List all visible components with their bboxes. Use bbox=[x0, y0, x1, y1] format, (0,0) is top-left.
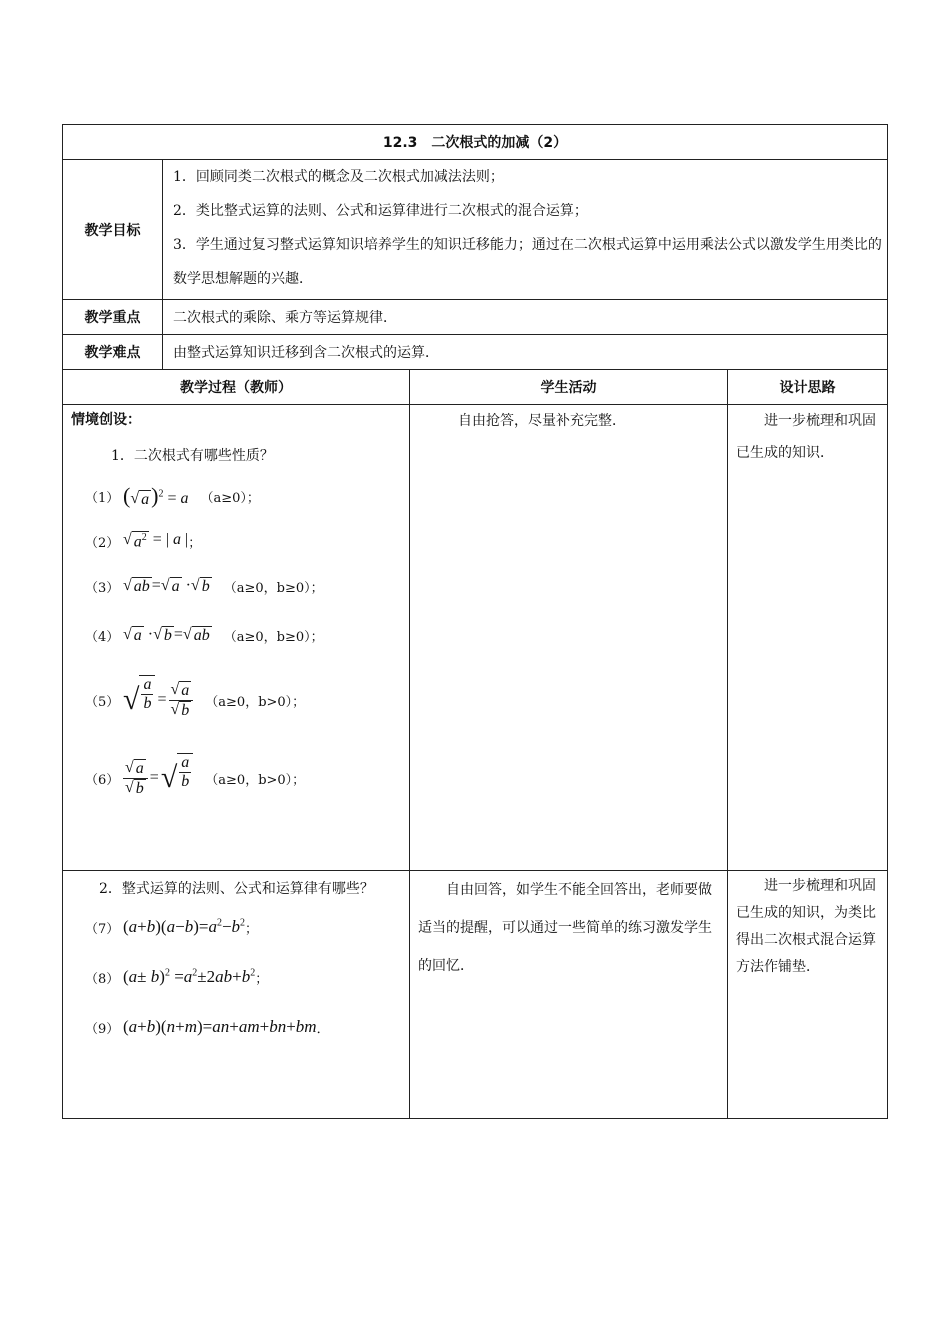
lesson-title: 12.3 二次根式的加减（2） bbox=[63, 125, 888, 160]
formula-3: （3） √ ab = √ a · √ b （a≥0，b≥0）； bbox=[85, 577, 324, 597]
goal-item-2: 2．类比整式运算的法则、公式和运算律进行二次根式的混合运算； bbox=[173, 203, 588, 219]
section2-design: 进一步梳理和巩固已生成的知识，为类比得出二次根式混合运算方法作铺垫． bbox=[728, 871, 888, 1119]
section1-student: 自由抢答，尽量补充完整． bbox=[410, 405, 728, 871]
lesson-plan-sheet bbox=[62, 124, 887, 1119]
section1-teacher bbox=[63, 405, 410, 871]
section1-design: 进一步梳理和巩固已生成的知识． bbox=[728, 405, 888, 871]
section1-question: 1．二次根式有哪些性质？ bbox=[111, 448, 274, 464]
formula-9-expr: (a+b)(n+m)=an+am+bn+bm bbox=[123, 1017, 317, 1036]
lesson-plan-table bbox=[62, 124, 888, 1119]
section2-student: 自由回答，如学生不能全回答出，老师要做适当的提醒，可以通过一些简单的练习激发学生的回忆． bbox=[410, 871, 728, 1119]
formula-7-expr: $(a+b)(a-b)=a^2-b^2$ bbox=[123, 917, 246, 936]
section2-teacher bbox=[63, 871, 410, 1119]
goal-item-3: 3．学生通过复习整式运算知识培养学生的知识迁移能力；通过在二次根式运算中运用乘法公式以激发学生用类比的数学思想解题的兴趣． bbox=[173, 237, 882, 287]
formula-5: （5） √ $\frac{a}{b}$ = √ a √ b （a≥0，b>0）； bbox=[85, 675, 401, 725]
formula-3-expr: √ ab = √ a · √ b bbox=[123, 577, 210, 596]
formula-1-expr: ( √ a )$^2$ = a bbox=[123, 483, 189, 508]
column-design: 设计思路 bbox=[728, 370, 888, 405]
formula-4-expr: √ a · √ b = √ ab bbox=[123, 626, 210, 645]
section1-heading: 情境创设： bbox=[71, 412, 141, 428]
section2-question: 2．整式运算的法则、公式和运算律有哪些？ bbox=[99, 881, 374, 897]
formula-1: （1） ( √ a )$^2$ = a （a≥0）； bbox=[85, 483, 260, 508]
formula-8: （8） $(a\pm b)^2 =a^2\pm 2ab+b^2$ ； bbox=[85, 967, 269, 987]
formula-5-expr: √ $\frac{a}{b}$ = √ a √ b bbox=[123, 675, 193, 725]
formula-6-expr: √ a √ b = √ $\frac{a}{b}$ bbox=[123, 753, 193, 803]
column-student: 学生活动 bbox=[410, 370, 728, 405]
formula-4: （4） √ a · √ b = √ ab （a≥0，b≥0）； bbox=[85, 626, 324, 646]
goal-item-1: 1．回顾同类二次根式的概念及二次根式加减法法则； bbox=[173, 169, 504, 185]
formula-6: （6） √ a √ b = √ $\frac{a}{b}$ （a≥0，b>0）； bbox=[85, 753, 401, 803]
formula-9: （9） (a+b)(n+m)=an+am+bn+bm ． bbox=[85, 1017, 330, 1037]
goals-label: 教学目标 bbox=[63, 160, 163, 300]
difficulty-text: 由整式运算知识迁移到含二次根式的运算． bbox=[163, 335, 888, 370]
formula-8-expr: $(a\pm b)^2 =a^2\pm 2ab+b^2$ bbox=[123, 967, 256, 986]
column-teacher: 教学过程（教师） bbox=[63, 370, 410, 405]
formula-7: （7） $(a+b)(a-b)=a^2-b^2$ ； bbox=[85, 917, 259, 937]
formula-2-expr: √ $a^2$ = | a | bbox=[123, 531, 189, 551]
key-points-label: 教学重点 bbox=[63, 300, 163, 335]
goals-content bbox=[163, 160, 888, 300]
key-points-text: 二次根式的乘除、乘方等运算规律． bbox=[163, 300, 888, 335]
difficulty-label: 教学难点 bbox=[63, 335, 163, 370]
formula-2: （2） √ $a^2$ = | a | ； bbox=[85, 531, 202, 551]
